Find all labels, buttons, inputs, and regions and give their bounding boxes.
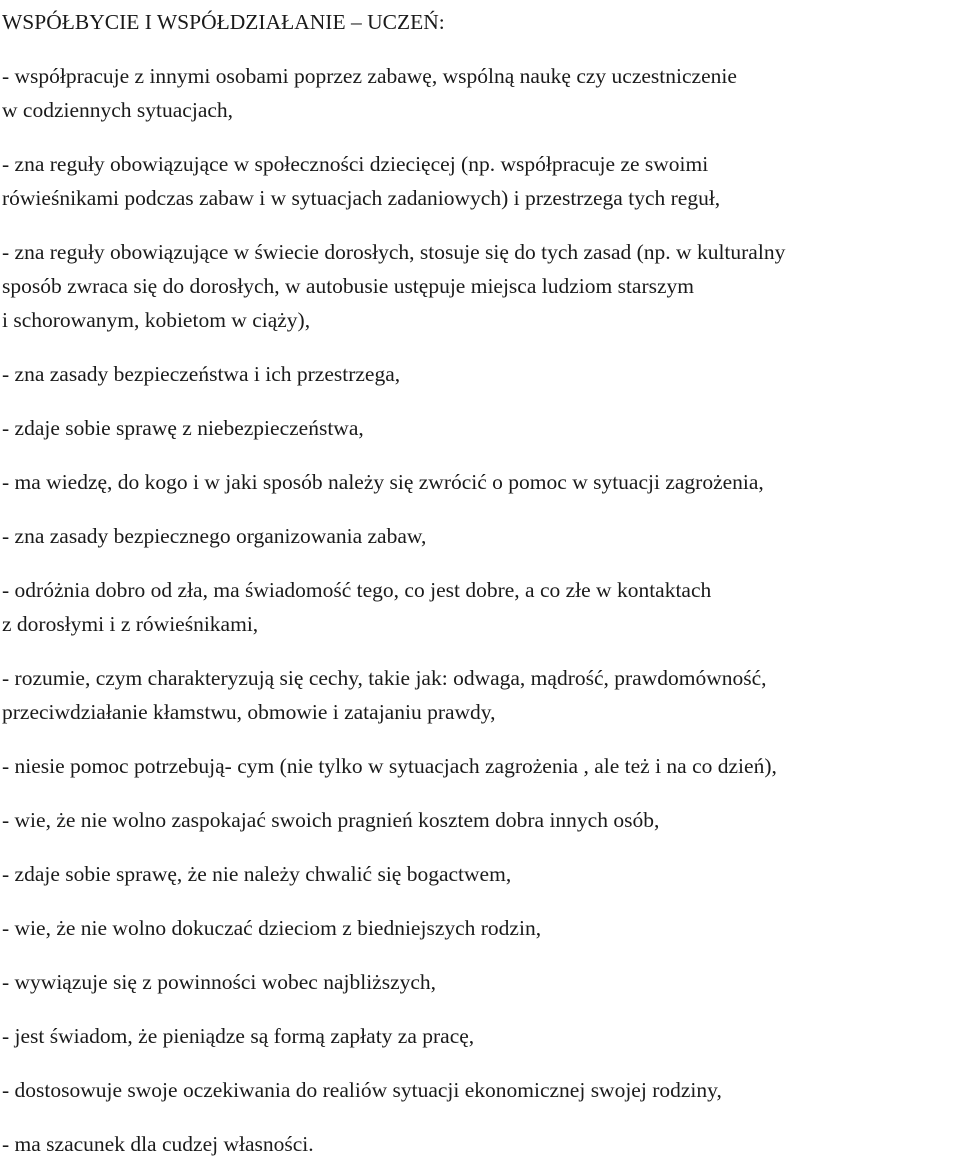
list-item-line: - rozumie, czym charakteryzują się cechy, takie jak: odwaga, mądrość, prawdomówność,: [2, 666, 767, 690]
list-item-line: - zna reguły obowiązujące w społeczności dziecięcej (np. współpracuje ze swoimi: [2, 152, 709, 176]
list-item-line: i schorowanym, kobietom w ciąży),: [2, 308, 311, 332]
list-item-line: - zna zasady bezpiecznego organizowania zabaw,: [2, 524, 427, 548]
list-item-line: - jest świadom, że pieniądze są formą zapłaty za pracę,: [2, 1024, 475, 1048]
list-item-line: - zdaje sobie sprawę z niebezpieczeństwa,: [2, 416, 364, 440]
list-item: [2, 147, 960, 215]
list-item-line: - współpracuje z innymi osobami poprzez zabawę, wspólną naukę czy uczestniczenie: [2, 64, 737, 88]
requirements-list: [2, 59, 960, 1161]
list-item: [2, 749, 960, 783]
list-item: [2, 519, 960, 553]
section-heading: WSPÓŁBYCIE I WSPÓŁDZIAŁANIE – UCZEŃ:: [2, 10, 445, 34]
list-item: [2, 1019, 960, 1053]
list-item-line: przeciwdziałanie kłamstwu, obmowie i zatajaniu prawdy,: [2, 700, 496, 724]
list-item-line: - ma szacunek dla cudzej własności.: [2, 1132, 314, 1156]
list-item-line: - ma wiedzę, do kogo i w jaki sposób należy się zwrócić o pomoc w sytuacji zagrożenia,: [2, 470, 764, 494]
list-item-line: - zna zasady bezpieczeństwa i ich przestrzega,: [2, 362, 401, 386]
list-item: [2, 1073, 960, 1107]
list-item: [2, 465, 960, 499]
list-item: [2, 235, 960, 337]
list-item-line: w codziennych sytuacjach,: [2, 98, 234, 122]
list-item: [2, 965, 960, 999]
list-item-line: - zna reguły obowiązujące w świecie dorosłych, stosuje się do tych zasad (np. w kulturalny: [2, 240, 786, 264]
list-item-line: - dostosowuje swoje oczekiwania do realiów sytuacji ekonomicznej swojej rodziny,: [2, 1078, 722, 1102]
list-item-line: - wie, że nie wolno zaspokajać swoich pragnień kosztem dobra innych osób,: [2, 808, 660, 832]
list-item-line: - wie, że nie wolno dokuczać dzieciom z biedniejszych rodzin,: [2, 916, 542, 940]
list-item: [2, 1127, 960, 1161]
list-item: [2, 573, 960, 641]
list-item: [2, 357, 960, 391]
list-item-line: z dorosłymi i z rówieśnikami,: [2, 612, 259, 636]
list-item: [2, 411, 960, 445]
list-item-line: - wywiązuje się z powinności wobec najbliższych,: [2, 970, 437, 994]
list-item-line: - odróżnia dobro od zła, ma świadomość tego, co jest dobre, a co złe w kontaktach: [2, 578, 712, 602]
list-item-line: - niesie pomoc potrzebują- cym (nie tylko w sytuacjach zagrożenia , ale też i na co dzień),: [2, 754, 777, 778]
list-item-line: rówieśnikami podczas zabaw i w sytuacjach zadaniowych) i przestrzega tych reguł,: [2, 186, 721, 210]
list-item: [2, 59, 960, 127]
list-item: [2, 857, 960, 891]
list-item-line: sposób zwraca się do dorosłych, w autobusie ustępuje miejsca ludziom starszym: [2, 274, 695, 298]
list-item: [2, 661, 960, 729]
list-item-line: - zdaje sobie sprawę, że nie należy chwalić się bogactwem,: [2, 862, 512, 886]
list-item: [2, 803, 960, 837]
list-item: [2, 911, 960, 945]
